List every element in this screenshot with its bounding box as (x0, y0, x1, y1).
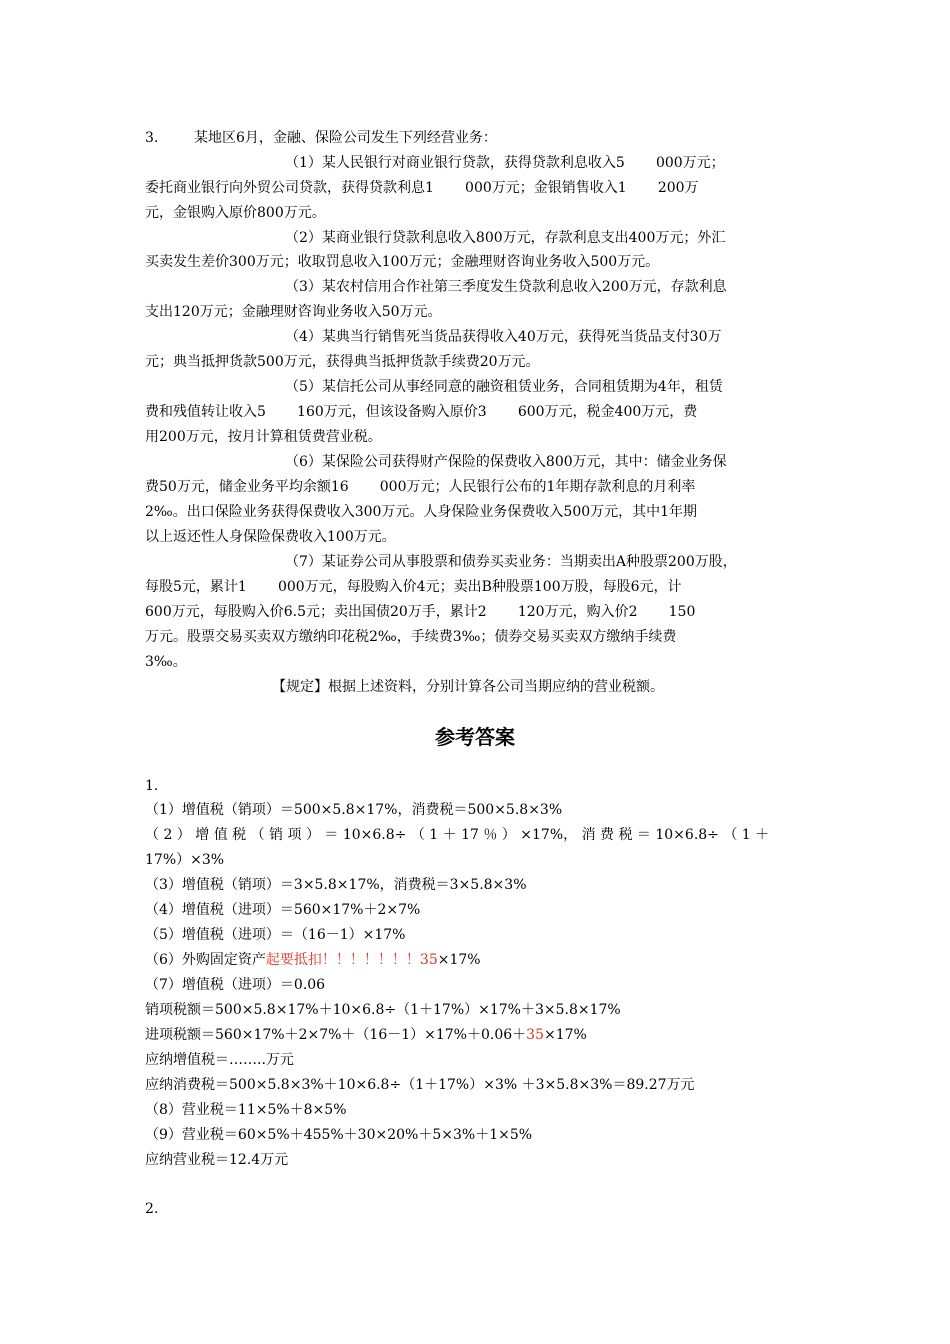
problem3-line-4: （2）某商业银行贷款利息收入800万元，存款利息支出400万元；外汇 (285, 230, 726, 246)
answer-input-tax-text: 进项税额＝560×17%＋2×7%＋（16－1）×17%＋0.06＋ (145, 1027, 527, 1043)
answer-sales-tax: 销项税额＝500×5.8×17%＋10×6.8÷（1＋17%）×17%＋3×5.8×17% (145, 1002, 621, 1018)
answer-input-tax-highlight: 35 (526, 1027, 544, 1043)
problem3-line-5: 买卖发生差价300万元；收取罚息收入100万元；金融理财咨询业务收入500万元。 (145, 254, 660, 270)
problem3-line-1: （1）某人民银行对商业银行贷款，获得贷款利息收入5 000万元； (285, 155, 725, 171)
problem3-intro: 3. 某地区6月，金融、保险公司发生下列经营业务： (145, 130, 497, 146)
problem3-line-13: （6）某保险公司获得财产保险的保费收入800万元，其中：储金业务保 (285, 454, 727, 470)
problem3-line-6: （3）某农村信用合作社第三季度发生贷款利息收入200万元，存款利息 (285, 279, 727, 295)
problem3-line-18: 每股5元，累计1 000万元，每股购入价4元；卖出B种股票100万股，每股6元，计 (145, 579, 682, 595)
answer-business-due: 应纳营业税＝12.4万元 (145, 1152, 289, 1168)
problem3-line-17: （7）某证券公司从事股票和债券买卖业务：当期卖出A种股票200万股， (285, 554, 737, 570)
problem3-line-21: 3‰。 (145, 654, 187, 670)
problem3-line-11: 费和残值转让收入5 160万元，但该设备购入原价3 600万元，税金400万元，费 (145, 404, 698, 420)
problem3-line-2: 委托商业银行向外贸公司贷款，获得贷款利息1 000万元；金银销售收入1 200万 (145, 180, 699, 196)
answer-line-6-highlight: 起要抵扣！！！！！！！35 (265, 952, 438, 968)
answer-number-1: 1. (145, 778, 159, 794)
problem3-line-8: （4）某典当行销售死当货品获得收入40万元，获得死当货品支付30万 (285, 329, 722, 345)
answer-line-6-text: （6）外购固定资产 (145, 952, 266, 968)
problem3-line-15: 2‰。出口保险业务获得保费收入300万元。人身保险业务保费收入500万元，其中1年期 (145, 504, 698, 520)
answer-input-tax-suffix: ×17% (544, 1027, 587, 1043)
answer-line-2a: （ 2 ） 增 值 税 （ 销 项 ） ＝ 10×6.8÷ （ 1 ＋ 17 ％ ） ×17%， 消 费 税 ＝ 10×6.8÷ （ 1 ＋ (145, 827, 770, 843)
answer-line-8: （8）营业税＝11×5%＋8×5% (145, 1102, 347, 1118)
answer-line-6 (145, 950, 481, 970)
problem3-line-16: 以上返还性人身保险保费收入100万元。 (145, 529, 396, 545)
problem3-line-7: 支出120万元；金融理财咨询业务收入50万元。 (145, 304, 442, 320)
answer-vat-due: 应纳增值税＝……..万元 (145, 1052, 294, 1068)
answer-line-4: （4）增值税（进项）＝560×17%＋2×7% (145, 902, 421, 918)
problem3-line-20: 万元。股票交易买卖双方缴纳印花税2‰，手续费3‰；债券交易买卖双方缴纳手续费 (145, 629, 677, 645)
answer-line-2b: 17%）×3% (145, 852, 225, 868)
problem3-line-10: （5）某信托公司从事经同意的融资租赁业务，合同租赁期为4年，租赁 (285, 379, 723, 395)
answer-consumption-due: 应纳消费税＝500×5.8×3%＋10×6.8÷（1＋17%）×3% ＋3×5.8×3%＝89.27万元 (145, 1077, 695, 1093)
answer-line-7: （7）增值税（进项）＝0.06 (145, 977, 326, 993)
answer-line-6-suffix: ×17% (437, 952, 481, 968)
problem3-line-9: 元；典当抵押货款500万元，获得典当抵押货款手续费20万元。 (145, 354, 540, 370)
problem3-line-19: 600万元，每股购入价6.5元；卖出国债20万手，累计2 120万元，购入价2 150 (145, 604, 696, 620)
problem3-line-12: 用200万元，按月计算租赁费营业税。 (145, 429, 382, 445)
answer-line-5: （5）增值税（进项）＝（16－1）×17% (145, 927, 406, 943)
answer-heading: 参考答案 (435, 725, 515, 749)
problem3-requirement: 【规定】根据上述资料，分别计算各公司当期应纳的营业税额。 (272, 679, 664, 695)
answer-input-tax (145, 1025, 587, 1045)
problem3-line-3: 元，金银购入原价800万元。 (145, 205, 326, 221)
answer-line-9: （9）营业税＝60×5%＋455%＋30×20%＋5×3%＋1×5% (145, 1127, 533, 1143)
answer-number-2: 2. (145, 1201, 159, 1217)
problem3-line-14: 费50万元，储金业务平均余额16 000万元；人民银行公布的1年期存款利息的月利率 (145, 479, 696, 495)
answer-line-1: （1）增值税（销项）＝500×5.8×17%，消费税＝500×5.8×3% (145, 802, 563, 818)
answer-line-3: （3）增值税（销项）＝3×5.8×17%，消费税＝3×5.8×3% (145, 877, 527, 893)
